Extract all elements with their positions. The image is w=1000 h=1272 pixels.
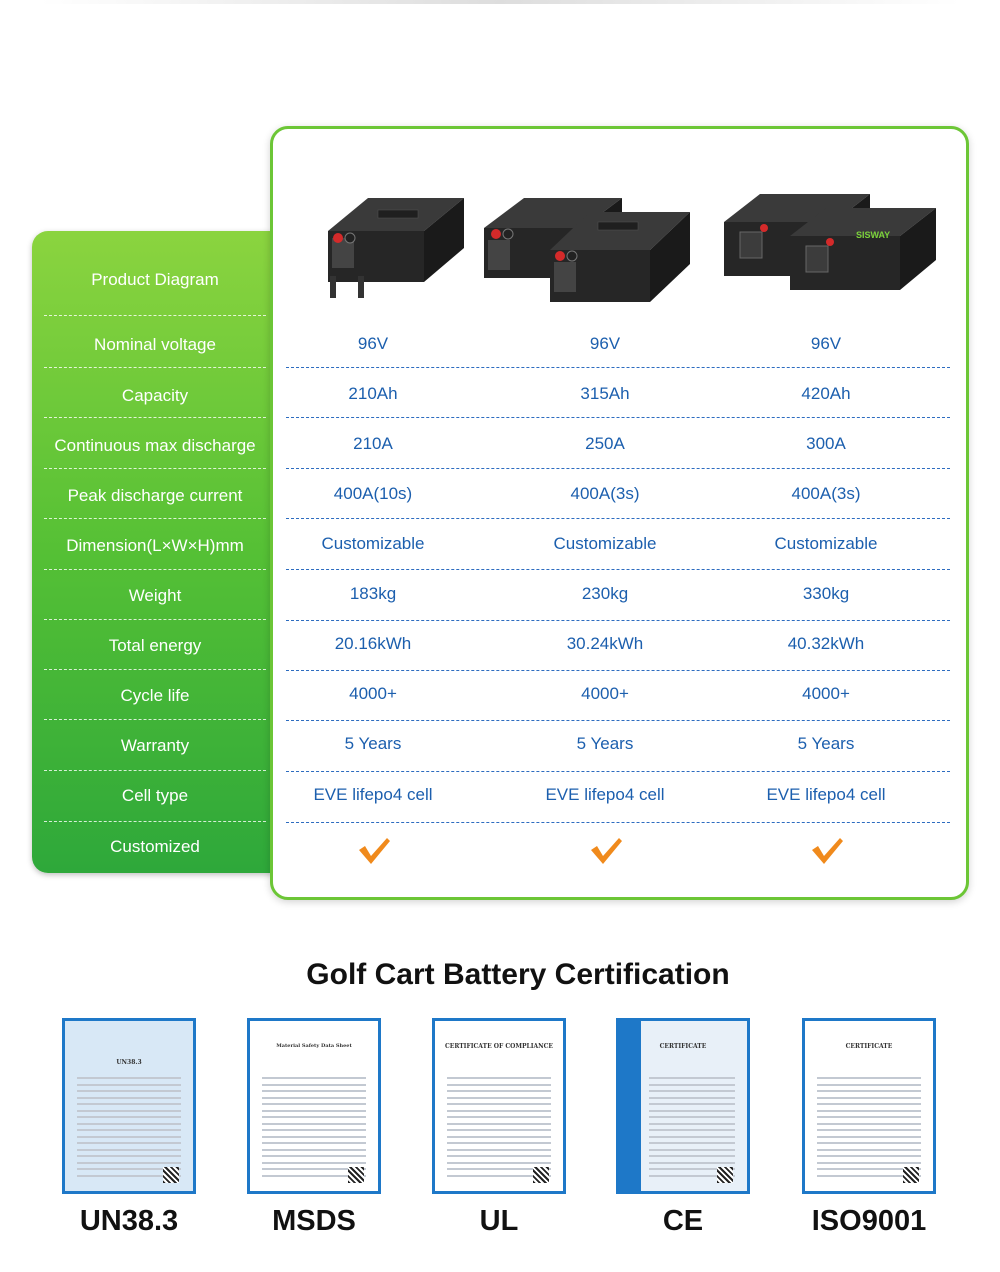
certificate-text-line xyxy=(77,1090,181,1092)
certificate-text-line xyxy=(447,1110,551,1112)
certificate-label: CE xyxy=(662,1205,704,1237)
value-capacity: 315Ah xyxy=(580,384,630,403)
certificate-text-line xyxy=(817,1077,921,1079)
certificate-text-line xyxy=(447,1136,551,1138)
value-cell-type: EVE lifepo4 cell xyxy=(766,785,886,804)
qr-code-icon xyxy=(903,1167,919,1183)
certificate-heading: CERTIFICATE xyxy=(659,1043,707,1050)
value-dimension: Customizable xyxy=(321,534,425,553)
certificate-text-line xyxy=(649,1149,735,1151)
label-divider xyxy=(44,367,266,368)
checkmark-icon xyxy=(589,836,623,866)
row-divider xyxy=(286,822,950,823)
value-cycle-life: 4000+ xyxy=(349,684,397,703)
checkmark-icon xyxy=(810,836,844,866)
value-continuous-discharge: 250A xyxy=(585,434,625,453)
certificate-iso9001-image xyxy=(802,1018,936,1194)
certificate-text-line xyxy=(447,1142,551,1144)
certificate-text-line xyxy=(817,1103,921,1105)
battery-single-image xyxy=(318,186,468,306)
certificate-text-line xyxy=(77,1149,181,1151)
certificate-text-line xyxy=(447,1090,551,1092)
checkmark-icon xyxy=(357,836,391,866)
value-continuous-discharge: 210A xyxy=(353,434,393,453)
certificate-text-line xyxy=(649,1155,735,1157)
value-cell-type: EVE lifepo4 cell xyxy=(545,785,665,804)
certificate-text-line xyxy=(649,1162,735,1164)
certificate-text-line xyxy=(262,1116,366,1118)
battery-dual-large-image xyxy=(720,186,940,302)
top-divider xyxy=(40,0,960,4)
row-divider xyxy=(286,367,950,368)
row-label-nominal-voltage: Nominal voltage xyxy=(94,335,216,354)
row-label-cycle-life: Cycle life xyxy=(120,686,190,705)
value-capacity: 210Ah xyxy=(348,384,398,403)
row-label-warranty: Warranty xyxy=(120,736,190,755)
certificate-text-line xyxy=(262,1090,366,1092)
battery-double-image xyxy=(478,192,698,320)
certificate-text-line xyxy=(649,1084,735,1086)
row-divider xyxy=(286,468,950,469)
certificate-text-line xyxy=(447,1084,551,1086)
label-divider xyxy=(44,315,266,316)
certificate-text-line xyxy=(262,1097,366,1099)
label-divider xyxy=(44,518,266,519)
certificate-text-line xyxy=(262,1123,366,1125)
certificate-text-line xyxy=(817,1129,921,1131)
certificate-label: ISO9001 xyxy=(811,1205,927,1237)
value-nominal-voltage: 96V xyxy=(357,334,389,353)
certificate-text-line xyxy=(262,1162,366,1164)
value-weight: 230kg xyxy=(581,584,629,603)
certificate-text-line xyxy=(77,1116,181,1118)
certificate-text-line xyxy=(817,1123,921,1125)
certificate-text-line xyxy=(262,1142,366,1144)
value-peak-discharge: 400A(10s) xyxy=(333,484,413,503)
row-label-customized: Customized xyxy=(110,837,200,856)
certificate-text-line xyxy=(649,1123,735,1125)
label-divider xyxy=(44,669,266,670)
certificate-text-line xyxy=(262,1149,366,1151)
certificate-text-line xyxy=(262,1129,366,1131)
certificate-text-line xyxy=(447,1116,551,1118)
value-warranty: 5 Years xyxy=(576,734,634,753)
qr-code-icon xyxy=(533,1167,549,1183)
certificate-text-line xyxy=(262,1077,366,1079)
certification-title: Golf Cart Battery Certification xyxy=(306,958,730,991)
certificate-text-line xyxy=(817,1090,921,1092)
certificate-ul-image xyxy=(432,1018,566,1194)
certificate-text-line xyxy=(649,1116,735,1118)
certificate-label: MSDS xyxy=(272,1205,356,1237)
row-divider xyxy=(286,417,950,418)
certificate-text-line xyxy=(817,1149,921,1151)
value-weight: 330kg xyxy=(802,584,850,603)
certificate-text-line xyxy=(649,1103,735,1105)
value-nominal-voltage: 96V xyxy=(810,334,842,353)
value-warranty: 5 Years xyxy=(797,734,855,753)
certificate-ce-image xyxy=(616,1018,750,1194)
value-dimension: Customizable xyxy=(553,534,657,553)
row-divider xyxy=(286,620,950,621)
certificate-text-line xyxy=(649,1077,735,1079)
certificate-text-line xyxy=(77,1103,181,1105)
row-divider xyxy=(286,771,950,772)
certificate-text-line xyxy=(447,1077,551,1079)
label-divider xyxy=(44,569,266,570)
certificate-text-line xyxy=(447,1155,551,1157)
label-divider xyxy=(44,770,266,771)
value-total-energy: 40.32kWh xyxy=(787,634,865,653)
certificate-heading: Material Safety Data Sheet xyxy=(276,1043,352,1049)
qr-code-icon xyxy=(348,1167,364,1183)
certificate-text-line xyxy=(649,1097,735,1099)
certificate-text-line xyxy=(262,1084,366,1086)
qr-code-icon xyxy=(717,1167,733,1183)
certificate-text-line xyxy=(447,1129,551,1131)
label-divider xyxy=(44,468,266,469)
certificate-label: UN38.3 xyxy=(79,1205,179,1237)
certificate-text-line xyxy=(262,1155,366,1157)
row-label-weight: Weight xyxy=(128,586,182,605)
certificate-text-line xyxy=(447,1103,551,1105)
value-cycle-life: 4000+ xyxy=(581,684,629,703)
certificate-text-line xyxy=(262,1110,366,1112)
certificate-text-line xyxy=(817,1136,921,1138)
certificate-text-line xyxy=(262,1103,366,1105)
value-warranty: 5 Years xyxy=(344,734,402,753)
label-divider xyxy=(44,417,266,418)
certificate-msds-image xyxy=(247,1018,381,1194)
value-dimension: Customizable xyxy=(774,534,878,553)
value-continuous-discharge: 300A xyxy=(806,434,846,453)
value-cycle-life: 4000+ xyxy=(802,684,850,703)
qr-code-icon xyxy=(163,1167,179,1183)
certificate-text-line xyxy=(817,1084,921,1086)
row-label-capacity: Capacity xyxy=(121,386,189,405)
certificate-text-line xyxy=(77,1097,181,1099)
value-weight: 183kg xyxy=(349,584,397,603)
certificate-text-line xyxy=(447,1162,551,1164)
certificate-text-line xyxy=(77,1162,181,1164)
row-label-peak-discharge-current: Peak discharge current xyxy=(67,486,243,505)
certificate-text-line xyxy=(817,1142,921,1144)
row-divider xyxy=(286,518,950,519)
certificate-heading: CERTIFICATE OF COMPLIANCE xyxy=(444,1043,554,1050)
certificate-heading: UN38.3 xyxy=(116,1059,142,1066)
value-peak-discharge: 400A(3s) xyxy=(791,484,861,503)
certificate-heading: CERTIFICATE xyxy=(845,1043,893,1050)
certificate-text-line xyxy=(77,1155,181,1157)
certificate-text-line xyxy=(77,1142,181,1144)
certificate-text-line xyxy=(649,1142,735,1144)
value-capacity: 420Ah xyxy=(801,384,851,403)
certificate-label: UL xyxy=(479,1205,519,1237)
certificate-text-line xyxy=(77,1129,181,1131)
certificate-text-line xyxy=(447,1097,551,1099)
certificate-text-line xyxy=(817,1116,921,1118)
row-label-total-energy: Total energy xyxy=(108,636,202,655)
certificate-text-line xyxy=(77,1077,181,1079)
certificate-text-line xyxy=(447,1149,551,1151)
certificate-text-line xyxy=(447,1123,551,1125)
value-peak-discharge: 400A(3s) xyxy=(570,484,640,503)
value-cell-type: EVE lifepo4 cell xyxy=(313,785,433,804)
certificate-text-line xyxy=(649,1129,735,1131)
row-divider xyxy=(286,569,950,570)
certificate-text-line xyxy=(77,1084,181,1086)
certificate-text-line xyxy=(262,1136,366,1138)
certificate-text-line xyxy=(649,1136,735,1138)
label-divider xyxy=(44,821,266,822)
row-label-product-diagram: Product Diagram xyxy=(91,270,219,289)
row-label-dimension-l-w-h-mm: Dimension(L×W×H)mm xyxy=(66,536,244,555)
value-total-energy: 20.16kWh xyxy=(334,634,412,653)
row-divider xyxy=(286,670,950,671)
label-divider xyxy=(44,619,266,620)
certificate-un383-image xyxy=(62,1018,196,1194)
certificate-text-line xyxy=(817,1097,921,1099)
label-divider xyxy=(44,719,266,720)
certificate-text-line xyxy=(817,1162,921,1164)
row-divider xyxy=(286,720,950,721)
battery-brand-text: SISWAY xyxy=(856,230,891,240)
certificate-text-line xyxy=(817,1110,921,1112)
certificate-text-line xyxy=(77,1110,181,1112)
certificate-text-line xyxy=(77,1123,181,1125)
value-total-energy: 30.24kWh xyxy=(566,634,644,653)
certificate-text-line xyxy=(817,1155,921,1157)
certificate-text-line xyxy=(649,1110,735,1112)
row-label-continuous-max-discharge: Continuous max discharge xyxy=(54,436,256,455)
certificate-text-line xyxy=(649,1090,735,1092)
value-nominal-voltage: 96V xyxy=(589,334,621,353)
certificate-text-line xyxy=(77,1136,181,1138)
row-label-cell-type: Cell type xyxy=(121,786,189,805)
